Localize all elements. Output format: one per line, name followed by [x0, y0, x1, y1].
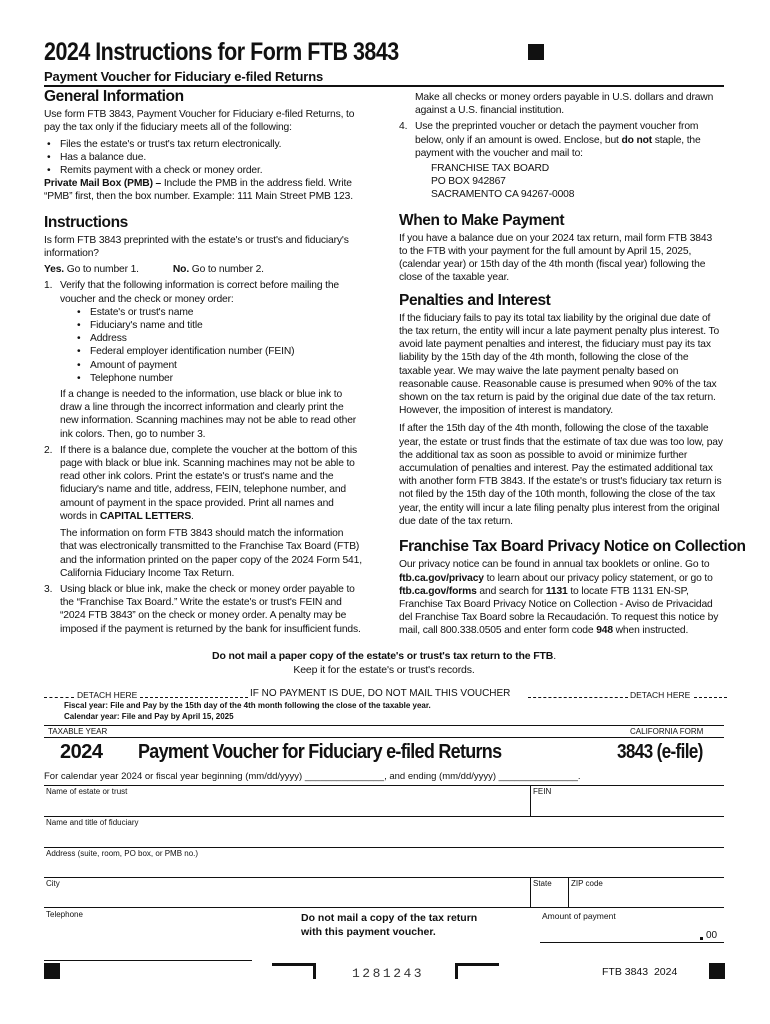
item1-change: If a change is needed to the information, use black or blue ink to draw a line through the incorrect information and clearly print the new information. Scanning machines may not be able to read other ink colors. Then, go to number 3.: [60, 389, 357, 440]
state-label: State: [533, 879, 552, 888]
form-footer: FTB 3843 2024: [602, 966, 678, 978]
detach-left-label: DETACH HERE: [77, 690, 138, 700]
decimal-point: [700, 937, 703, 940]
privacy-text: when instructed.: [612, 625, 689, 637]
penalties-heading: Penalties and Interest: [399, 291, 551, 309]
voucher-rule: [44, 785, 724, 786]
item2-match: The information on form FTB 3843 should match the information that was electronically transmitted to the Franchise Tax Board (FTB) and the information printed on the paper copy of the 2024 Form 541, California Fiduciary Income Tax Return.: [60, 528, 362, 579]
item1-text: Verify that the following information is correct before mailing the voucher and the check or money order:: [60, 280, 339, 305]
detach-right-label: DETACH HERE: [630, 690, 691, 700]
voucher-top-rule: [44, 725, 724, 726]
instruction-item-4: [399, 120, 723, 201]
page-title: 2024 Instructions for Form FTB 3843: [44, 38, 399, 66]
fein-field[interactable]: [532, 797, 722, 815]
notice-line-2: Keep it for the estate's or trust's records.: [293, 663, 475, 676]
item-number: 3.: [44, 583, 53, 595]
amount-field[interactable]: [540, 922, 700, 942]
registration-mark-bottom-right: [709, 963, 725, 979]
no-mail-line-2: with this payment voucher.: [301, 926, 436, 938]
item-number: 4.: [399, 121, 408, 133]
yes-label: Yes.: [44, 264, 65, 276]
zip-label: ZIP code: [571, 879, 603, 888]
when-text: If you have a balance due on your 2024 tax return, mail form FTB 3843 to the FTB with your payment for the full amount by April 15, 2025, (calendar year) or 15th day of the 4th month (fiscal year) following the close of the taxable year.: [399, 232, 713, 284]
voucher-header-rule: [44, 737, 724, 738]
telephone-field[interactable]: [44, 920, 254, 938]
address-label: Address (suite, room, PO box, or PMB no.): [46, 849, 199, 858]
city-field[interactable]: [44, 889, 528, 907]
fiduciary-field[interactable]: [44, 828, 722, 846]
zip-field[interactable]: [570, 889, 722, 907]
privacy-text: to learn about our privacy policy statement, or go to: [483, 572, 713, 584]
privacy-text: and search for: [476, 585, 546, 597]
penalties-paragraph-2: If after the 15th day of the 4th month, following the close of the taxable year, the estate or trust finds that the estimate of tax due was too low, pay the additional tax as soon as possible to avoid or minimize further accumulation of penalties and interest. Pay the estimated additional tax with another form FTB 3843. If the estate's or trust's fiduciary tax return is not filed by the 15th day of the 10th month, following the close of the tax year, the entity will incur a late filing penalty plus interest from the original due date of the tax return.: [399, 423, 723, 527]
no-mail-line-1: Do not mail a copy of the tax return: [301, 912, 478, 924]
privacy-1131: 1131: [545, 585, 568, 597]
address-line: SACRAMENTO CA 94267-0008: [431, 189, 575, 201]
privacy-heading: Franchise Tax Board Privacy Notice on Collection: [399, 538, 746, 556]
item-number: 1.: [44, 280, 53, 292]
mailing-address: [415, 162, 723, 202]
fiduciary-label: Name and title of fiduciary: [46, 818, 139, 827]
corner-mark-right: [455, 963, 499, 979]
no-mail-notice: [301, 911, 477, 939]
corner-mark-left: [272, 963, 316, 979]
title-rule: [44, 85, 724, 87]
item1-bullet: • Amount of payment: [74, 359, 362, 372]
california-form-label: CALIFORNIA FORM: [630, 727, 704, 736]
voucher-rule: [44, 907, 724, 908]
item1-bullet: • Address: [74, 332, 362, 345]
telephone-label: Telephone: [46, 910, 83, 919]
item2-text-block: [60, 444, 362, 523]
instruction-item-3: [44, 583, 362, 636]
page-subtitle: Payment Voucher for Fiduciary e-filed Returns: [44, 69, 324, 84]
registration-mark-bottom-left: [44, 963, 60, 979]
voucher-year: 2024: [60, 741, 103, 763]
left-column: [44, 90, 362, 639]
detach-line: [44, 688, 727, 702]
forms-link[interactable]: ftb.ca.gov/forms: [399, 585, 477, 597]
instruction-item-2: [44, 444, 362, 580]
privacy-text: to locate FTB 1131 EN-SP, Franchise Tax Board Privacy Notice on Collection - Aviso de Privacidad del Franchise Tax Board sobre la Recaudación. To request this notice by mail, call 800.338.0505 and enter form code: [399, 585, 719, 637]
state-divider: [530, 877, 531, 907]
privacy-link[interactable]: ftb.ca.gov/privacy: [399, 572, 484, 584]
item2-text: If there is a balance due, complete the voucher at the bottom of this page with black or blue ink. Scanning machines may not be able to read other ink colors. Print the estate's or trust's name and the fiduciary's name and title, address, FEIN, telephone number, and amount of payment in the space provided. Print all names and words in: [60, 444, 358, 522]
instructions-question: Is form FTB 3843 preprinted with the estate's or trust's and fiduciary's information?: [44, 234, 349, 260]
address-line: PO BOX 942867: [431, 176, 506, 188]
amount-rule: [540, 942, 724, 943]
item1-bullet: • Fiduciary's name and title: [74, 319, 362, 332]
no-text: Go to number 2.: [189, 264, 264, 276]
general-bullet: • Has a balance due.: [44, 151, 362, 164]
pmb-text: Include the PMB in the address field. Write “PMB” first, then the box number. Example: 111 Main Street PMB 123.: [44, 178, 353, 203]
return-notice: [44, 650, 724, 677]
instruction-item-1: [44, 279, 362, 440]
address-line: FRANCHISE TAX BOARD: [431, 163, 550, 175]
pmb-paragraph: [44, 177, 362, 203]
item1-bullet: • Telephone number: [74, 372, 362, 385]
general-bullet: • Remits payment with a check or money order.: [44, 164, 362, 177]
voucher-rule: [44, 877, 724, 878]
item1-bullet: • Federal employer identification number (FEIN): [74, 345, 362, 358]
penalties-paragraph-1: If the fiduciary fails to pay its total tax liability by the original due date of the tax return, the entity will incur a late payment penalty plus interest. To avoid late payment penalties and interest, the fiduciary must pay its tax liability by the 15th day of the 4th month, following the close of the taxable year. We may waive the late payment penalty based on reasonable cause. Reasonable cause is presumed when 90% of the tax shown on the tax return is paid by the original due date of the tax return. However, the imposition of interest is mandatory.: [399, 312, 720, 417]
estate-name-label: Name of estate or trust: [46, 787, 128, 796]
item1-bullets: [60, 306, 362, 385]
continued-text: Make all checks or money orders payable in U.S. dollars and drawn against a U.S. financial institution.: [415, 92, 714, 117]
instructions-heading: Instructions: [44, 213, 128, 231]
item4-text-block: [415, 120, 723, 160]
right-column: [399, 91, 746, 641]
calendar-year-note: Calendar year: File and Pay by April 15, 2025: [64, 712, 234, 721]
address-field[interactable]: [44, 859, 722, 877]
yes-no-line: [44, 263, 362, 276]
fein-label: FEIN: [533, 787, 552, 796]
form-number: 3843 (e-file): [617, 741, 703, 763]
telephone-rule: [44, 960, 252, 961]
voucher-title: Payment Voucher for Fiduciary e-filed Returns: [138, 741, 502, 763]
zip-divider: [568, 877, 569, 907]
item1-bullet: • Estate's or trust's name: [74, 306, 362, 319]
no-label: No.: [172, 264, 190, 276]
voucher-rule: [44, 847, 724, 848]
fein-divider: [530, 785, 531, 816]
item2-period: .: [191, 510, 194, 522]
notice-period: .: [553, 650, 556, 662]
yes-text: Go to number 1.: [64, 264, 139, 276]
item2-caps: CAPITAL LETTERS: [99, 510, 192, 522]
privacy-paragraph: [399, 558, 723, 637]
general-bullets: [44, 138, 362, 178]
item4-text-a: Use the preprinted voucher or detach the payment voucher from below, only if an amount is owed. Enclose, but: [415, 121, 699, 146]
period-line: For calendar year 2024 or fiscal year beginning (mm/dd/yyyy) _______________, and ending (mm/dd/yyyy) _______________.: [44, 771, 581, 782]
barcode-number: 1281243: [352, 966, 425, 981]
amount-label: Amount of payment: [542, 911, 616, 921]
notice-bold: Do not mail a paper copy of the estate's or trust's tax return to the FTB: [212, 650, 554, 662]
amount-cents: 00: [706, 930, 718, 941]
privacy-text: Our privacy notice can be found in annual tax booklets or online. Go to: [399, 559, 710, 571]
voucher-rule: [44, 816, 724, 817]
item4-bold: do not: [621, 134, 653, 146]
general-bullet: • Files the estate's or trust's tax return electronically.: [44, 138, 362, 151]
privacy-948: 948: [596, 625, 613, 637]
item3-text: Using black or blue ink, make the check or money order payable to the “Franchise Tax Board.” Write the estate's or trust's FEIN and “2024 FTB 3843” on the check or money order. A penalty may be imposed if the payment is returned by the bank for insufficient funds.: [60, 583, 361, 635]
taxable-year-label: TAXABLE YEAR: [48, 727, 108, 736]
notice-line-1: [44, 650, 724, 664]
item-number: 2.: [44, 444, 53, 456]
detach-middle-label: IF NO PAYMENT IS DUE, DO NOT MAIL THIS VOUCHER: [250, 688, 511, 699]
estate-name-field[interactable]: [44, 797, 528, 815]
item4-text-b: staple, the payment with the voucher and mail to:: [415, 134, 701, 159]
general-info-heading: General Information: [44, 88, 184, 105]
state-field[interactable]: [532, 889, 566, 907]
general-intro: Use form FTB 3843, Payment Voucher for Fiduciary e-filed Returns, to pay the tax only if the fiduciary meets all of the following:: [44, 109, 355, 134]
when-heading: When to Make Payment: [399, 211, 565, 229]
city-label: City: [46, 879, 60, 888]
pmb-label: Private Mail Box (PMB) –: [44, 178, 162, 190]
registration-mark-top: [528, 44, 544, 60]
fiscal-year-note: Fiscal year: File and Pay by the 15th day of the 4th month following the close of the taxable year.: [64, 701, 431, 710]
